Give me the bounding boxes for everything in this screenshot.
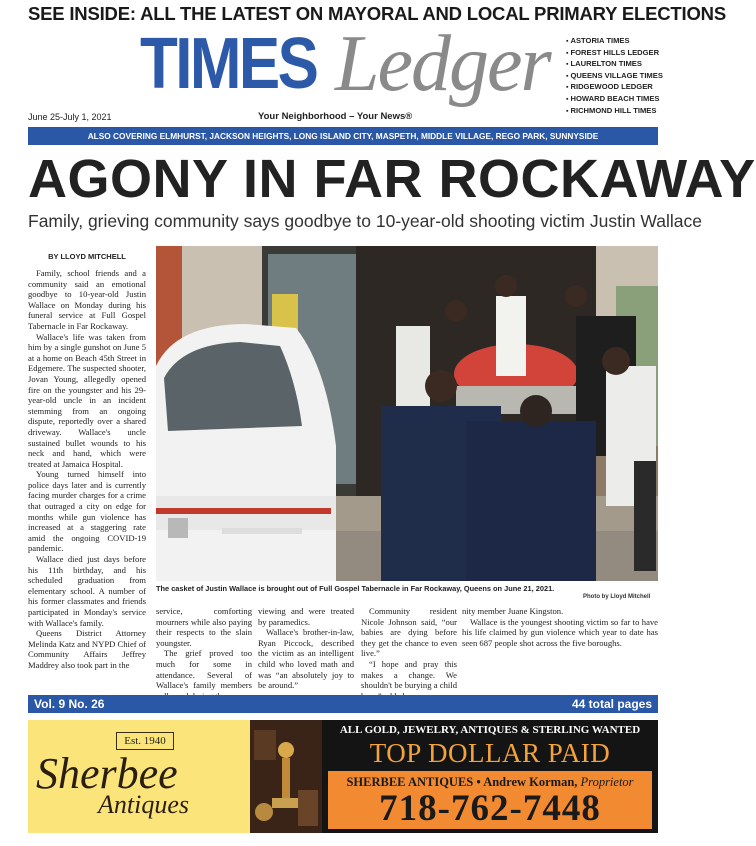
teaser-text: ALL THE LATEST ON MAYORAL AND LOCAL PRIMARY ELECTIONS — [140, 3, 726, 24]
paragraph: nity member Juane Kingston. — [462, 606, 564, 616]
article-column-5 — [462, 606, 658, 648]
ad-owner-title: Proprietor — [580, 775, 634, 789]
volume-number: Vol. 9 No. 26 — [34, 697, 105, 711]
paragraph: Wallace's brother-in-law, Ryan Piccock, described the victim as an intelligent child who loved math and was “an absolutely joy to be around.” — [258, 627, 354, 691]
photo-credit: Photo by Lloyd Mitchell — [583, 594, 651, 600]
ad-brand-sub: Antiques — [98, 790, 189, 819]
publication-item: ▪ RIDGEWOOD LEDGER — [566, 82, 663, 94]
article-column-4 — [361, 606, 457, 701]
paragraph: Young turned himself into police days later and is currently facing murder charges for a crime that outraged a city on edge for months while gun violence has increased at a staggering rate amid the ongoing COVID-19 pandemic. — [28, 469, 146, 554]
sherbee-ad[interactable] — [28, 720, 658, 833]
paragraph: Community resident Nicole Johnson said, “our babies are dying before they get the chance to even live.” — [361, 606, 457, 659]
ad-est-badge: Est. 1940 — [116, 732, 174, 750]
article-column-3 — [258, 606, 354, 691]
photo-caption: The casket of Justin Wallace is brought out of Full Gospel Tabernacle in Far Rockaway, Queens on June 21, 2021. — [156, 584, 555, 593]
paragraph: Family, school friends and a community said an emotional goodbye to 10-year-old Justin Wallace on Monday during his funeral service at Full Gospel Tabernacle in Far Rockaway. — [28, 268, 146, 331]
teaser-lead: SEE INSIDE: — [28, 3, 136, 24]
publication-item: ▪ QUEENS VILLAGE TIMES — [566, 71, 663, 83]
ad-shop-name: SHERBEE ANTIQUES — [346, 775, 474, 789]
ad-logo-panel — [28, 720, 250, 833]
sister-publications — [566, 36, 663, 117]
coverage-bar: ALSO COVERING ELMHURST, JACKSON HEIGHTS, LONG ISLAND CITY, MASPETH, MIDDLE VILLAGE, REGO PARK, SUNNYSIDE — [28, 127, 658, 145]
paragraph: Wallace died just days before his 11th birthday, and his scheduled graduation from elementary school. A number of his former classmates and friends participated in Monday's service with Wallace's family. — [28, 554, 146, 628]
paragraph: Wallace is the youngest shooting victim so far to have his life claimed by gun violence which year to date has seen 687 people shot across the five boroughs. — [462, 616, 658, 648]
paragraph: Wallace's life was taken from him by a single gunshot on June 5 at a home on Beach 45th Street in Edgemere. The suspected shooter, Jovan Young, allegedly opened fire on the youngster and his 29-year-old uncle in an incident stemming from an ongoing dispute, reportedly over a shared driveway. Wallace's uncle sustained bullet wounds to his neck and hand, which were treated at Jamaica Hospital. — [28, 331, 146, 469]
masthead-tagline: Your Neighborhood – Your News® — [258, 111, 413, 122]
ad-offer-text: TOP DOLLAR PAID — [369, 738, 611, 768]
volume-bar — [28, 695, 658, 713]
paragraph: service, comforting mourners while also paying their respects to the slain youngster. — [156, 606, 252, 648]
funeral-photo — [156, 246, 658, 581]
ad-brand: Sherbee — [36, 749, 178, 798]
paragraph: viewing and were treated by paramedics. — [258, 606, 354, 627]
publication-item: ▪ HOWARD BEACH TIMES — [566, 94, 663, 106]
antique-figurine-icon — [250, 720, 322, 833]
ad-owner-name: Andrew Korman, — [483, 775, 578, 789]
photo-illustration — [156, 246, 658, 581]
masthead-ledger: Ledger — [335, 20, 550, 108]
paragraph: The grief proved too much for some in attendance. Several of Wallace's family members — [156, 648, 252, 691]
byline: BY LLOYD MITCHELL — [48, 252, 126, 261]
article-column-2 — [156, 606, 252, 701]
publication-item: ▪ ASTORIA TIMES — [566, 36, 663, 48]
ad-wanted-text: ALL GOLD, JEWELRY, ANTIQUES & STERLING WANTED — [339, 724, 641, 736]
publication-item: ▪ FOREST HILLS LEDGER — [566, 48, 663, 60]
paragraph: “I hope and pray this makes a change. We shouldn't be burying a child — [361, 658, 457, 691]
subheadline: Family, grieving community says goodbye to 10-year-old shooting victim Justin Wallace — [28, 211, 703, 231]
headline: AGONY IN FAR ROCKAWAY — [28, 149, 756, 209]
ad-phone-number[interactable]: 718-762-7448 — [379, 788, 601, 829]
ad-offer-panel — [322, 720, 658, 833]
ad-antique-photo — [250, 720, 322, 833]
masthead-times: TIMES — [140, 24, 317, 104]
publication-item: ▪ RICHMOND HILL TIMES — [566, 106, 663, 118]
ad-shop-line: SHERBEE ANTIQUES • Andrew Korman, Proprietor — [346, 775, 634, 789]
publication-item: ▪ LAURELTON TIMES — [566, 59, 663, 71]
ad-contact-strip — [328, 771, 652, 829]
article-column-1 — [28, 268, 146, 671]
page-count: 44 total pages — [571, 697, 652, 711]
paragraph: Queens District Attorney Melinda Katz and NYPD Chief of Community Affairs Jeffrey Maddrey also took part in the — [28, 628, 146, 670]
issue-date: June 25-July 1, 2021 — [28, 112, 112, 122]
